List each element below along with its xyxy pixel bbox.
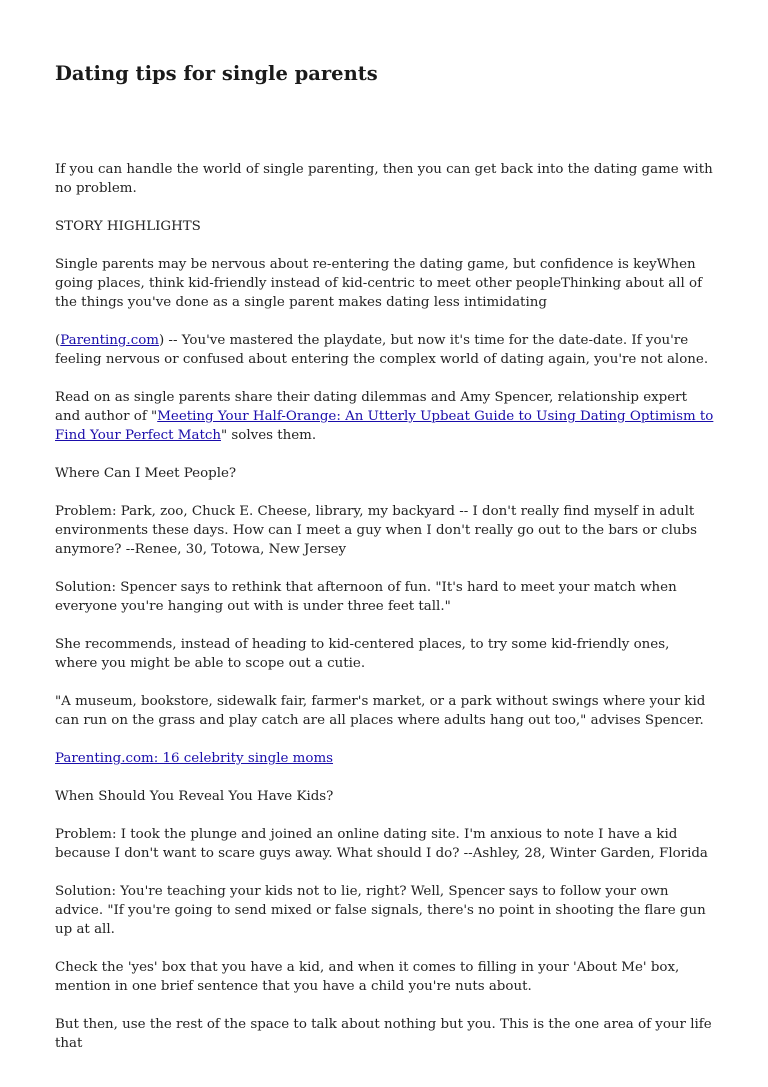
read-on-end: " solves them. [221,428,317,443]
read-on-paragraph [55,388,715,445]
section-heading-reveal-kids: When Should You Reveal You Have Kids? [55,789,334,804]
read-on-text: Read on as single parents share their dating dilemmas and Amy Spencer, relationship expert and author of " [55,390,687,424]
solution-paragraph-2: Solution: You're teaching your kids not to lie, right? Well, Spencer says to follow your own advice. "If you're going to send mixed or false signals, there's no point in shooting the flare gun up at all. [55,884,706,937]
section-heading-meet-people: Where Can I Meet People? [55,466,237,481]
solution-paragraph-1: Solution: Spencer says to rethink that afternoon of fun. "It's hard to meet your match when everyone you're hanging out with is under three feet tall." [55,580,677,614]
but-then-paragraph: But then, use the rest of the space to talk about nothing but you. This is the one area of your life that [55,1017,712,1051]
paren-open: ( [55,333,61,348]
check-box-paragraph: Check the 'yes' box that you have a kid, and when it comes to filling in your 'About Me' box, mention in one brief sentence that you have a child you're nuts about. [55,960,680,994]
highlights-heading: STORY HIGHLIGHTS [55,219,201,234]
book-title-link[interactable]: Meeting Your Half-Orange: An Utterly Upbeat Guide to Using Dating Optimism to Find Your Perfect Match [55,409,714,443]
recommend-paragraph: She recommends, instead of heading to kid-centered places, to try some kid-friendly ones, where you might be able to scope out a cutie. [55,637,670,671]
problem-paragraph-1: Problem: Park, zoo, Chuck E. Cheese, library, my backyard -- I don't really find myself in adult environments these days. How can I meet a guy when I don't really go out to the bars or clubs anymore? --Renee, 30, Totowa, New Jersey [55,504,697,557]
parenting-intro-text: ) -- You've mastered the playdate, but now it's time for the date-date. If you're feeling nervous or confused about entering the complex world of dating again, you're not alone. [55,333,709,367]
celebrity-link-paragraph [55,749,715,768]
problem-paragraph-2: Problem: I took the plunge and joined an online dating site. I'm anxious to note I have a kid because I don't want to scare guys away. What should I do? --Ashley, 28, Winter Garden, Florida [55,827,708,861]
intro-paragraph: If you can handle the world of single parenting, then you can get back into the dating game with no problem. [55,162,713,196]
article-body [55,160,715,1072]
celebrity-moms-link[interactable]: Parenting.com: 16 celebrity single moms [55,751,334,766]
highlights-paragraph: Single parents may be nervous about re-entering the dating game, but confidence is keyWhen going places, think kid-friendly instead of kid-centric to meet other peopleThinking about all of the things you've done as a single parent makes dating less intimidating [55,257,703,310]
parenting-link[interactable]: Parenting.com [60,333,159,348]
page-title: Dating tips for single parents [55,62,378,85]
quote-paragraph: "A museum, bookstore, sidewalk fair, farmer's market, or a park without swings where your kid can run on the grass and play catch are all places where adults hang out too," advises Spencer. [55,694,706,728]
parenting-intro-paragraph [55,331,715,369]
